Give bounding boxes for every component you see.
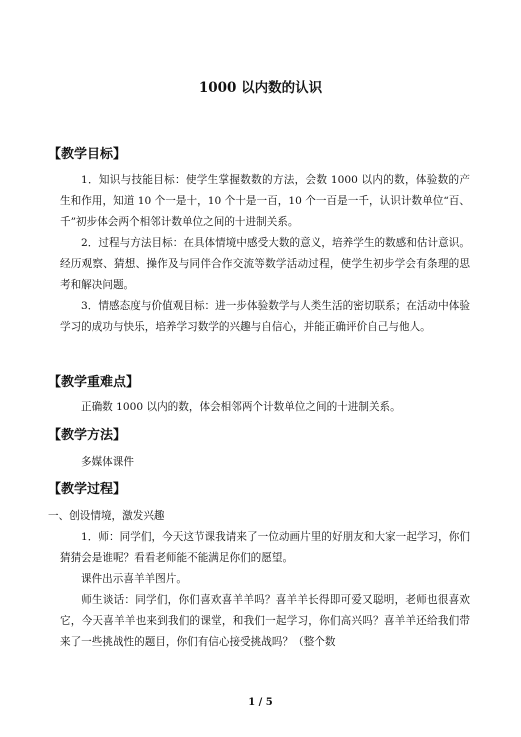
page-number: 1 / 5 [248, 697, 273, 708]
heading-goals: 【教学目标】 [48, 147, 127, 162]
key-points-paragraph [60, 397, 470, 418]
process-subheading-1: 一、创设情境，激发兴趣 [48, 510, 165, 522]
heading-key-points: 【教学重难点】 [48, 375, 140, 390]
methods-text: 多媒体课件 [81, 456, 134, 468]
process-paragraph-1-text: 1．师：同学们，今天这节课我请来了一位动画片里的好朋友和大家一起学习，你们猜猜会是谁呢？看看老师能不能满足你们的愿望。 [60, 531, 470, 564]
methods-paragraph [60, 452, 470, 473]
goals-paragraph-2-text: 2．过程与方法目标：在具体情境中感受大数的意义，培养学生的数感和估计意识。经历观察、猜想、操作及与同伴合作交流等数学活动过程，使学生初步学会有条理的思考和解决问题。 [60, 237, 470, 291]
process-paragraph-2 [60, 569, 470, 590]
page-title: 1000 以内数的认识 [198, 80, 323, 96]
goals-paragraph-3-text: 3．情感态度与价值观目标：进一步体验数学与人类生活的密切联系；在活动中体验学习的成功与快乐，培养学习数学的兴趣与自信心，并能正确评价自己与他人。 [60, 300, 470, 333]
goals-paragraph-3 [60, 296, 470, 338]
heading-process: 【教学过程】 [48, 482, 127, 497]
goals-paragraph-2 [60, 233, 470, 296]
process-paragraph-3 [60, 590, 470, 653]
goals-paragraph-1-text: 1．知识与技能目标：使学生掌握数数的方法，会数 1000 以内的数，体验数的产生和作用，知道 10 个一是十，10 个十是一百，10 个一百是一千，认识计数单位“百、千”初步体会两个相邻计数单位之间的十进制关系。 [60, 174, 470, 228]
heading-methods: 【教学方法】 [48, 428, 127, 443]
goals-paragraph-1 [60, 170, 470, 233]
process-paragraph-3-text: 师生谈话：同学们，你们喜欢喜羊羊吗？喜羊羊长得即可爱又聪明，老师也很喜欢它，今天喜羊羊也来到我们的课堂，和我们一起学习，你们高兴吗？喜羊羊还给我们带来了一些挑战性的题目，你们有信心接受挑战吗？（整个数 [60, 594, 470, 648]
key-points-text: 正确数 1000 以内的数，体会相邻两个计数单位之间的十进制关系。 [81, 401, 401, 413]
process-paragraph-2-text: 课件出示喜羊羊图片。 [81, 573, 187, 585]
process-paragraph-1 [60, 527, 470, 569]
